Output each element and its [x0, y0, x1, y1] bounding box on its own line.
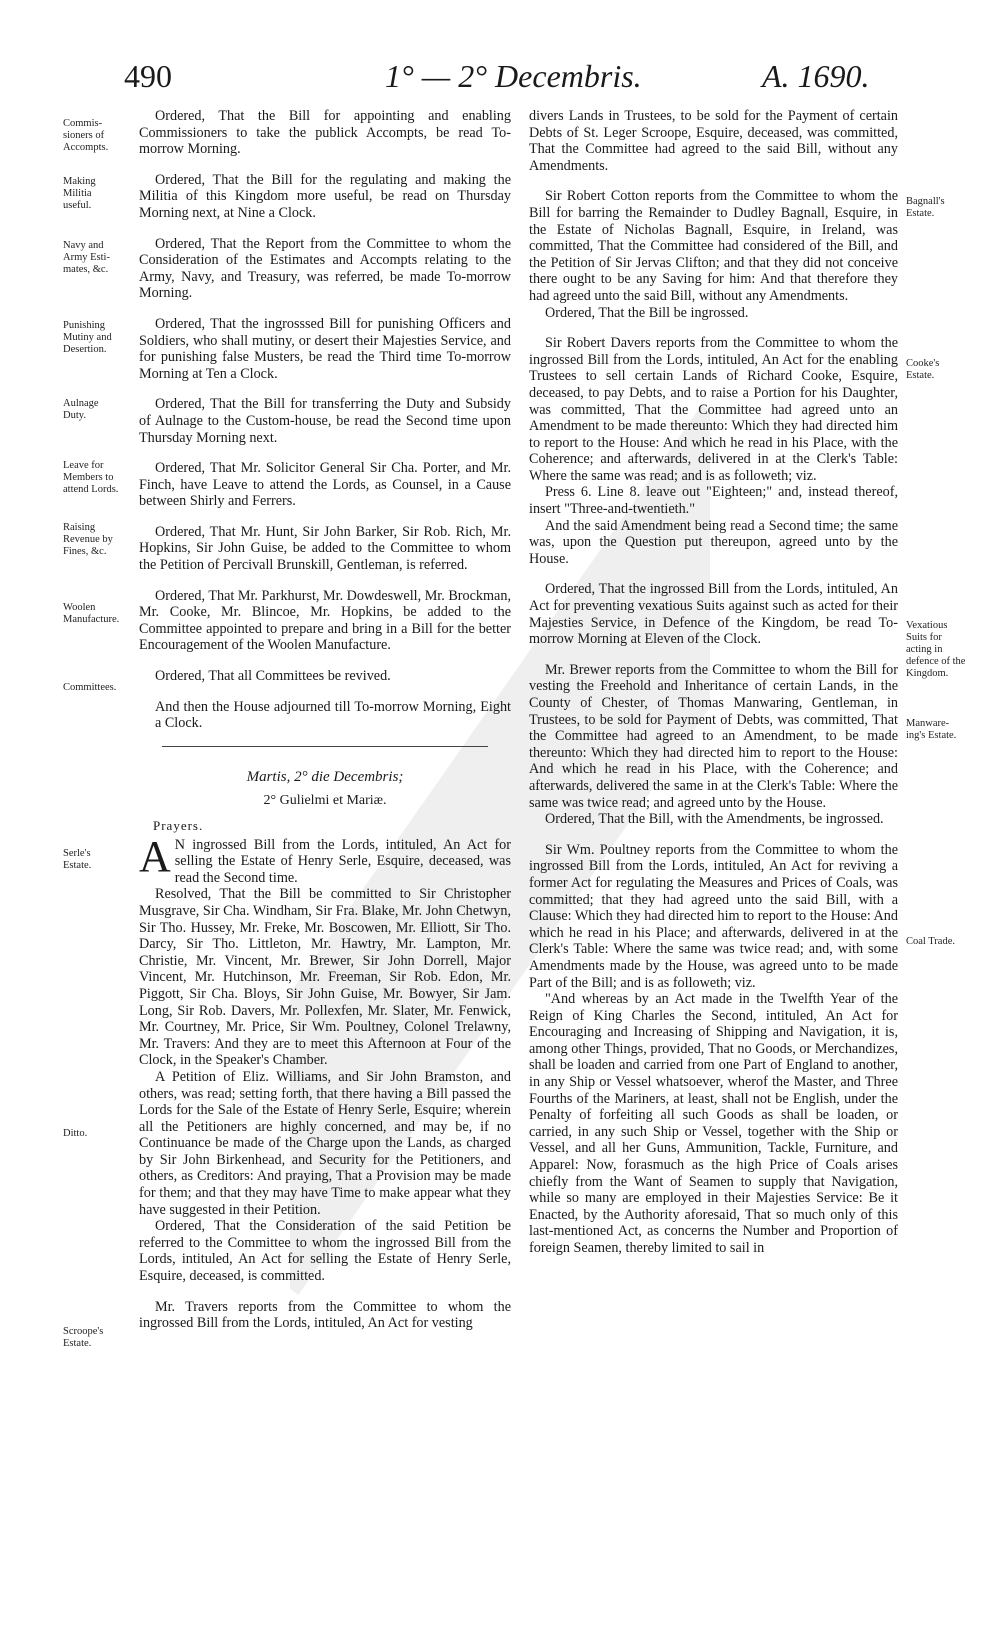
- proceeding-paragraph: Ordered, That the Consideration of the said Petition be referred to the Committee to whom the ingrossed Bill from the Lords, intituled, An Act for selling the Estate of Henry Serle, Esquire, deceased, is committed.: [139, 1218, 511, 1285]
- proceeding-paragraph: Sir Robert Davers reports from the Committee to whom the ingrossed Bill from the Lords, intituled, An Act for the enabling Trustees to sell certain Lands of Richard Cooke, Esquire, deceased, to pay Debts, and to raise a Portion for his Daughter, was committed, That the Committee had agreed unto an Amendment to be made thereunto: Which they had directed him to report to the House: And which he read in his Place, with the Coherence; and afterwards, delivered in at the Clerk's Table: Where the same was read; and is as followeth; viz.: [529, 335, 898, 484]
- page-year: A. 1690.: [762, 58, 870, 94]
- margin-note-left: Serle's Estate.: [63, 848, 92, 871]
- proceeding-paragraph: Mr. Brewer reports from the Committee to whom the Bill for vesting the Freehold and Inheritance of certain Lands, in the County of Chester, of Thomas Manwaring, Gentleman, in Trustees, to be sold for Payment of Debts, was committed, That the Committee had agreed to an Amendment, to be made thereunto: Which they had directed him to report to the House: And which he read in his Place, with the Coherence; and afterwards, delivered the same in at the Clerk's Table: Where the same was twice read; and agreed unto by the House.: [529, 661, 898, 811]
- margin-note-right: Manware- ing's Estate.: [906, 718, 957, 741]
- proceeding-paragraph: "And whereas by an Act made in the Twelfth Year of the Reign of King Charles the Second, intituled, An Act for Encouraging and Increasing of Shipping and Navigation, it is, among other Things, provided, That no Goods, or Merchandizes, shall be loaden and carried from one Part of England to another, in any Ship or Vessel whatsoever, wherof the Master, and Three Fourths of the Mariners, at least, shall not be English, under the Penalty of forfeiting all such Goods as shall be loaden, or carried, in any such Ship or Vessel, together with the Ship or Vessel, and all her Guns, Ammunition, Tackle, Furniture, and Apparel: Now, forasmuch as the high Price of Coals arises chiefly from the Want of Seamen to supply that Navigation, while so many are employed in their Majesties Service: Be it Enacted, by the Authority aforesaid, That so much only of this last-mentioned Act, as concerns the Number and Proportion of foreign Seamen, thereby limited to sail in: [529, 991, 898, 1256]
- order-paragraph: Ordered, That Mr. Hunt, Sir John Barker, Sir Rob. Rich, Mr. Hopkins, Sir John Guise, be added to the Committee to whom the Petition of Percivall Brunskill, Gentleman, is referred.: [139, 523, 511, 574]
- proceeding-paragraph: divers Lands in Trustees, to be sold for the Payment of certain Debts of St. Leger Scroope, Esquire, deceased, was committed, That the Committee had agreed to the said Bill, without any Amendments.: [529, 108, 898, 174]
- proceeding-paragraph: Sir Wm. Poultney reports from the Committee to whom the ingrossed Bill from the Lords, intituled, An Act for reviving a former Act for regulating the Measures and Prices of Coals, was committed; that they had agreed unto the said Bill, with a Clause: Which they had directed him to report to the House: And which he read in his Place; and afterwards, delivered in at the Clerk's Table: Where the same was twice read; and, with some Amendments made by the House, was agreed unto to be made Part of the Bill; and is as followeth; viz.: [529, 841, 898, 991]
- proceeding-paragraph: And the said Amendment being read a Second time; the same was, upon the Question put thereupon, agreed unto by the House.: [529, 517, 898, 567]
- proceeding-paragraph: [139, 831, 511, 887]
- order-paragraph: Ordered, That the Report from the Committee to whom the Consideration of the Estimates and Accompts relating to the Army, Navy, and Treasury, was referred, be made To-morrow Morning.: [139, 235, 511, 302]
- order-paragraph: Ordered, That Mr. Solicitor General Sir Cha. Porter, and Mr. Finch, have Leave to attend the Lords, as Counsel, in a Cause between Shirly and Ferrers.: [139, 460, 511, 510]
- margin-note-left: Leave for Members to attend Lords.: [63, 460, 119, 495]
- margin-note-left: Scroope's Estate.: [63, 1326, 104, 1349]
- adjournment-note: And then the House adjourned till To-morrow Morning, Eight a Clock.: [155, 698, 511, 732]
- margin-note-right: Coal Trade.: [906, 936, 956, 947]
- page-date-range: 1° — 2° Decembris.: [385, 58, 642, 94]
- right-column: [529, 108, 898, 1257]
- proceeding-paragraph: Ordered, That the ingrossed Bill from the Lords, intituled, An Act for preventing vexatious Suits against such as acted for their Majesties Service, in Defence of the Kingdom, be read To-morrow Morning at Eleven of the Clock.: [529, 581, 898, 648]
- left-column: [139, 108, 511, 1346]
- margin-note-right: Bagnall's Estate.: [906, 196, 945, 219]
- order-paragraph: Ordered, That all Committees be revived.: [155, 668, 391, 685]
- margin-note-right: Vexatious Suits for acting in defence of the Kingdom.: [906, 620, 966, 679]
- order-paragraph: Ordered, That the Bill for the regulating and making the Militia of this Kingdom more useful, be read on Thursday Morning next, at Nine a Clock.: [139, 171, 511, 221]
- margin-note-right: Cooke's Estate.: [906, 358, 940, 381]
- margin-note-left: Punishing Mutiny and Desertion.: [63, 320, 112, 355]
- day-subheading: 2° Gulielmi et Mariæ.: [263, 793, 387, 809]
- proceeding-paragraph: Sir Robert Cotton reports from the Committee to whom the Bill for barring the Remainder to Dudley Bagnall, Esquire, in the Estate of Nicholas Bagnall, Esquire, in Ireland, was committed, That the Committee had considered of the Bill, and the Petition of Sir Jervas Clifton; and that they did not conceive there ought to be any Saving for him: And that therefore they had agreed unto the said Bill, without any Amendments.: [529, 188, 898, 304]
- day-heading: Martis, 2° die Decembris;: [246, 768, 404, 785]
- drop-cap: A: [139, 831, 171, 881]
- margin-note-left: Commis- sioners of Accompts.: [63, 118, 109, 153]
- proceeding-paragraph: Mr. Travers reports from the Committee to whom the ingrossed Bill from the Lords, intituled, An Act for vesting: [139, 1298, 511, 1332]
- page-number: 490: [124, 58, 172, 94]
- prayers-label: Prayers.: [153, 818, 204, 833]
- margin-note-left: Aulnage Duty.: [63, 398, 99, 421]
- proceeding-paragraph: Ordered, That the Bill be ingrossed.: [545, 304, 749, 321]
- proceeding-text: N ingrossed Bill from the Lords, intituled, An Act for selling the Estate of Henry Serle, Esquire, deceased, was read the Second time.: [174, 836, 511, 886]
- margin-note-left: Ditto.: [63, 1128, 88, 1139]
- margin-note-left: Committees.: [63, 682, 117, 693]
- order-paragraph: Ordered, That the ingrosssed Bill for punishing Officers and Soldiers, who shall mutiny, or desert their Majesties Service, and for punishing false Musters, be read the Third time To-morrow Morning at Ten a Clock.: [139, 315, 511, 382]
- proceeding-paragraph: Resolved, That the Bill be committed to Sir Christopher Musgrave, Sir Cha. Windham, Sir Fra. Blake, Mr. John Chetwyn, Sir Tho. Hussey, Mr. Freke, Mr. Boscowen, Mr. Elliott, Sir Tho. Darcy, Sir Tho. Littleton, Mr. Hawtry, Mr. Lampton, Mr. Christie, Mr. Vincent, Mr. Brewer, Sir John Dorrell, Major Vincent, Mr. Hutchinson, Mr. Freeman, Sir Rob. Edon, Mr. Piggott, Sir Cha. Bloys, Sir John Guise, Mr. Bowyer, Sir Jam. Long, Sir Rob. Davers, Mr. Pollexfen, Mr. Slater, Mr. Fenwick, Mr. Courtney, Mr. Price, Sir Wm. Poultney, Colonel Trelawny, Mr. Travers: And they are to meet this Afternoon at Four of the Clock, in the Speaker's Chamber.: [139, 886, 511, 1069]
- margin-note-left: Woolen Manufacture.: [63, 602, 120, 625]
- proceeding-paragraph: A Petition of Eliz. Williams, and Sir John Bramston, and others, was read; setting forth, that there having a Bill passed the Lords for the Sale of the Estate of Henry Serle, Esquire; wherein all the Petitioners are highly concerned, and may be, if no Continuance be made of the Charge upon the Lands, as charged by Sir John Birkenhead, and Security for the Petitioners, and others, as Creditors: And praying, That a Provision may be made for them; and that they may have Time to make appear what they have suggested in their Petition.: [139, 1068, 511, 1218]
- proceeding-paragraph: Press 6. Line 8. leave out "Eighteen;" and, instead thereof, insert "Three-and-twentieth.": [529, 484, 898, 518]
- proceeding-paragraph: Ordered, That the Bill, with the Amendments, be ingrossed.: [545, 811, 884, 828]
- order-paragraph: Ordered, That the Bill for appointing and enabling Commissioners to take the publick Accompts, be read To-morrow Morning.: [139, 108, 511, 158]
- margin-note-left: Making Militia useful.: [63, 176, 96, 211]
- order-paragraph: Ordered, That Mr. Parkhurst, Mr. Dowdeswell, Mr. Brockman, Mr. Cooke, Mr. Blincoe, Mr. Hopkins, be added to the Committee appointed to prepare and bring in a Bill for the better Encouragement of the Woolen Manufacture.: [139, 587, 511, 654]
- section-divider: [162, 746, 488, 747]
- order-paragraph: Ordered, That the Bill for transferring the Duty and Subsidy of Aulnage to the Custom-house, be read the Second time upon Thursday Morning next.: [139, 396, 511, 446]
- margin-note-left: Raising Revenue by Fines, &c.: [63, 522, 113, 557]
- margin-note-left: Navy and Army Esti- mates, &c.: [63, 240, 110, 275]
